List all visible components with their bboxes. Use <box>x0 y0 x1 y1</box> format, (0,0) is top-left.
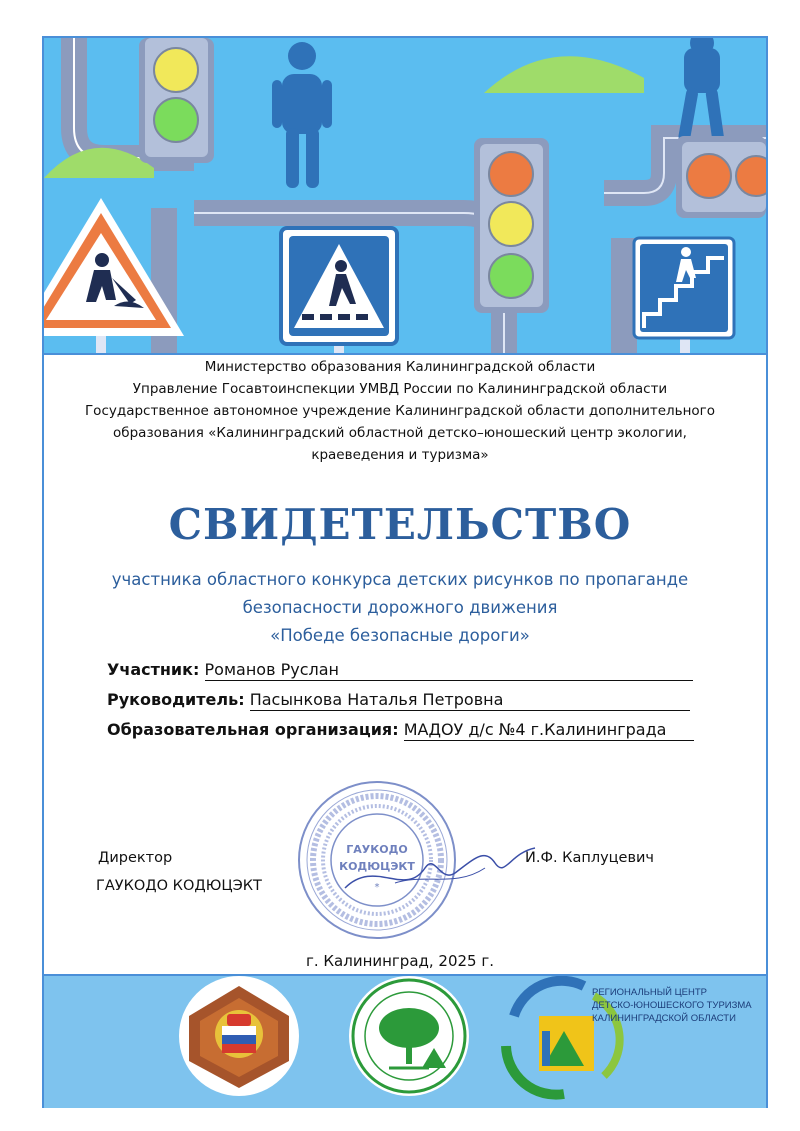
signatory-position: Директор <box>98 850 173 866</box>
certificate-subtitle <box>60 566 740 650</box>
participant-value: Романов Руслан <box>205 660 693 681</box>
organization-field <box>107 720 694 741</box>
svg-text:*: * <box>374 882 380 893</box>
subtitle-line: участника областного конкурса детских рисунков по пропаганде <box>111 570 689 589</box>
stamp-center-line1: ГАУКОДО <box>346 843 408 856</box>
signatory-organization: ГАУКОДО КОДЮЦЭКТ <box>96 878 262 894</box>
supervisor-field <box>107 690 690 711</box>
org-line: Управление Госавтоинспекции УМВД России по Калининградской области <box>132 381 668 397</box>
org-line: Государственное автономное учреждение Калининградской области дополнительного <box>84 403 716 419</box>
traffic-police-emblem-icon <box>179 976 299 1096</box>
organization-value: МАДОУ д/с №4 г.Калининграда <box>404 720 694 741</box>
supervisor-label: Руководитель: <box>107 690 245 709</box>
logo-text-line: ДЕТСКО-ЮНОШЕСКОГО ТУРИЗМА <box>592 1000 752 1011</box>
place-and-date: г. Калининград, 2025 г. <box>305 952 495 970</box>
road-signs-illustration <box>44 38 766 353</box>
org-line: Министерство образования Калининградской области <box>204 359 596 375</box>
issuing-organizations <box>60 356 740 466</box>
subtitle-line: безопасности дорожного движения <box>242 598 558 617</box>
logo-text-line: РЕГИОНАЛЬНЫЙ ЦЕНТР <box>592 987 708 998</box>
organization-label: Образовательная организация: <box>107 720 399 739</box>
org-line: краеведения и туризма» <box>311 447 489 463</box>
participant-field <box>107 660 693 681</box>
handwritten-signature <box>335 828 545 908</box>
org-line: образования «Калининградский областной детско–юношеский центр экологии, <box>113 425 687 441</box>
signatory-name: И.Ф. Каплуцевич <box>525 850 654 866</box>
logo-text-line: КАЛИНИНГРАДСКОЙ ОБЛАСТИ <box>592 1013 736 1024</box>
supervisor-value: Пасынкова Наталья Петровна <box>250 690 690 711</box>
certificate-title: СВИДЕТЕЛЬСТВО <box>168 500 632 549</box>
stamp-center-line2: КОДЮЦЭКТ <box>339 860 415 873</box>
eco-center-logo-icon <box>349 976 469 1096</box>
official-stamp <box>295 778 460 947</box>
subtitle-line: «Победе безопасные дороги» <box>270 626 530 645</box>
top-banner-illustration <box>44 38 766 355</box>
tourism-center-name <box>592 986 752 1025</box>
participant-label: Участник: <box>107 660 200 679</box>
